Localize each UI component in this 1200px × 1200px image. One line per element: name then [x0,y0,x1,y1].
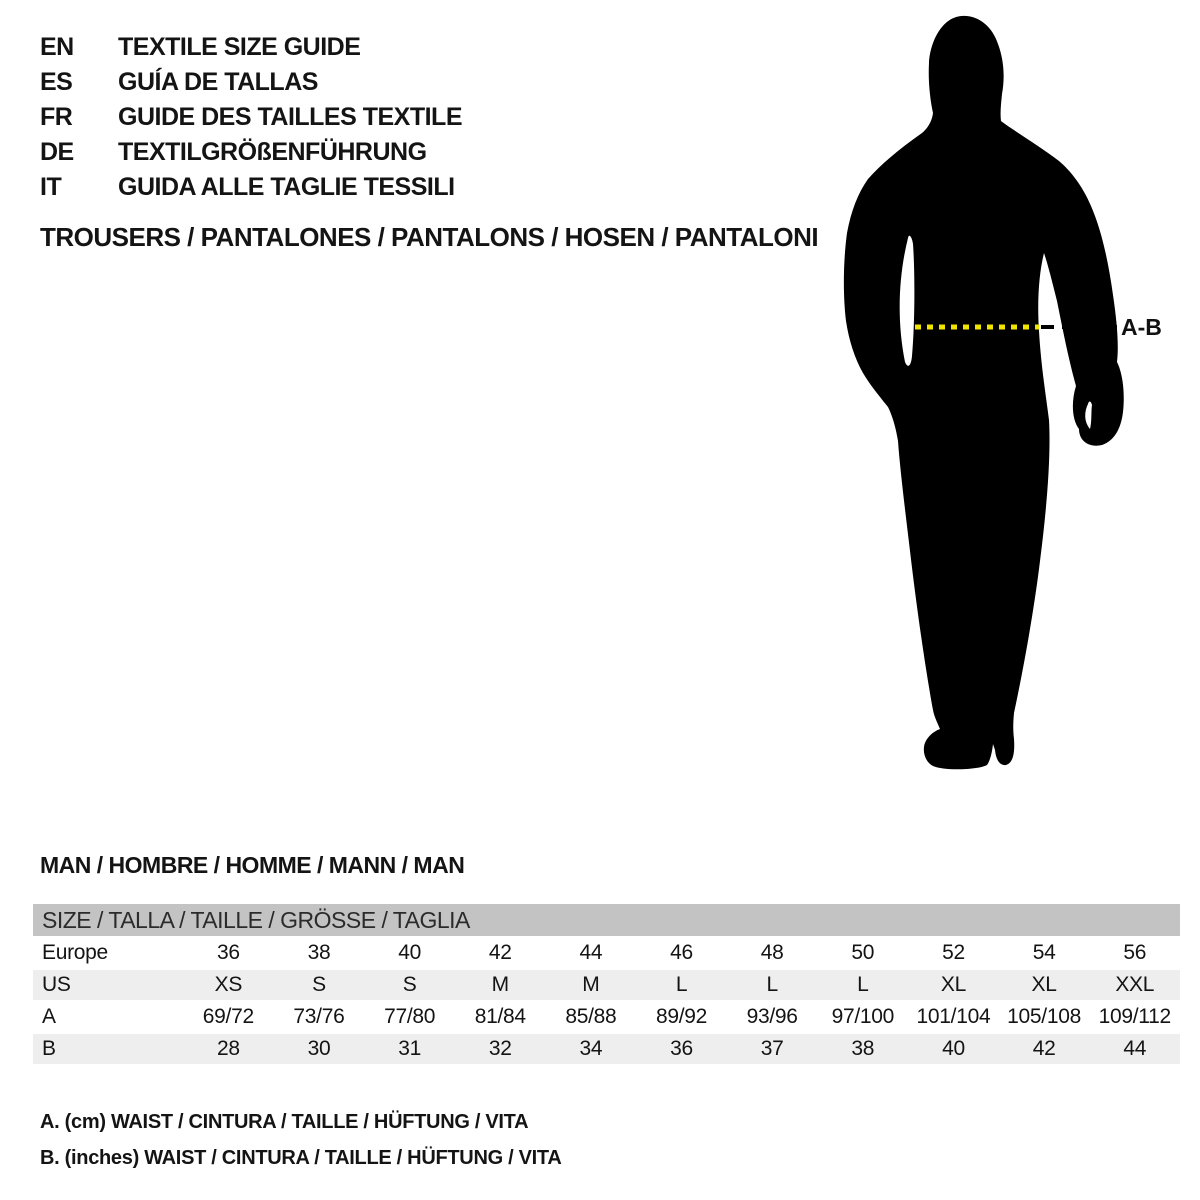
table-row-a-cm [33,1002,1180,1032]
size-cell: S [402,973,417,996]
size-cell: 52 [942,941,965,964]
size-cell: M [582,973,600,996]
size-cell: M [491,973,509,996]
size-cell: L [857,973,869,996]
language-row-es [40,65,462,100]
language-code: ES [40,68,73,96]
size-cell: 38 [851,1037,875,1060]
language-label: GUIDA ALLE TAGLIE TESSILI [118,173,455,201]
language-code: DE [40,138,74,166]
size-cell: L [675,973,688,996]
language-label: TEXTILGRÖßENFÜHRUNG [118,138,427,166]
size-cell: 34 [579,1037,603,1060]
size-cell: 46 [670,941,693,964]
waist-measure-label: A-B [1121,314,1162,340]
size-cell: 28 [216,1037,240,1060]
language-code: EN [40,33,74,61]
size-cell: 36 [216,941,240,964]
section-title-man: MAN / HOMBRE / HOMME / MANN / MAN [40,852,465,878]
size-cell: 38 [307,941,331,964]
size-cell: 54 [1032,941,1056,964]
language-label: GUIDE DES TAILLES TEXTILE [118,103,463,131]
language-code: IT [40,173,62,201]
size-cell: 30 [307,1037,331,1060]
language-row-fr [40,100,462,135]
man-silhouette-figure [820,0,1200,800]
size-cell: L [766,973,778,996]
size-cell: 40 [942,1037,965,1060]
size-cell: 101/104 [916,1005,991,1028]
language-code: FR [40,103,73,131]
size-cell: 109/112 [1098,1005,1171,1028]
size-cell: S [312,973,326,996]
size-cell: 97/100 [831,1005,895,1028]
language-label: GUÍA DE TALLAS [118,68,318,96]
size-cell: 93/96 [746,1005,798,1028]
size-cell: 37 [760,1037,784,1060]
size-cell: 42 [488,941,512,964]
category-title: TROUSERS / PANTALONES / PANTALONS / HOSEN / PANTALONI [40,222,819,252]
row-label: US [42,973,71,996]
note-a-cm: A. (cm) WAIST / CINTURA / TAILLE / HÜFTUNG / VITA [40,1111,529,1133]
size-cell: 77/80 [384,1005,436,1028]
note-b-inches: B. (inches) WAIST / CINTURA / TAILLE / HÜFTUNG / VITA [40,1147,562,1169]
size-cell: 48 [760,941,784,964]
language-row-de [40,135,462,170]
size-cell: 50 [851,941,875,964]
size-cell: 40 [398,941,421,964]
man-silhouette-icon [820,0,1200,800]
row-label: A [42,1005,56,1028]
size-cell: XL [940,973,966,996]
size-cell: 31 [398,1037,421,1060]
size-table-header: SIZE / TALLA / TAILLE / GRÖSSE / TAGLIA [33,904,1180,936]
size-cell: 81/84 [474,1005,526,1028]
size-cell: 42 [1032,1037,1056,1060]
size-cell: 73/76 [293,1005,345,1028]
size-cell: 105/108 [1007,1005,1081,1028]
language-guide-block [40,30,462,205]
table-row-europe [33,938,1180,968]
language-row-en [40,30,462,65]
size-cell: 69/72 [202,1005,254,1028]
size-cell: 89/92 [655,1005,708,1028]
size-table [33,904,1180,1066]
language-row-it [40,170,462,205]
size-cell: 32 [488,1037,512,1060]
size-cell: 44 [1123,1037,1147,1060]
size-cell: XXL [1115,973,1155,996]
size-cell: 36 [670,1037,693,1060]
size-cell: XS [214,973,243,996]
size-cell: 44 [579,941,603,964]
table-row-b-inches [33,1034,1180,1064]
size-cell: 85/88 [565,1005,617,1028]
size-cell: 56 [1123,941,1147,964]
language-label: TEXTILE SIZE GUIDE [118,33,361,61]
size-cell: XL [1031,973,1057,996]
measurement-notes [40,1110,562,1170]
row-label: Europe [42,941,108,964]
row-label: B [42,1037,56,1060]
table-row-us [33,970,1180,1000]
